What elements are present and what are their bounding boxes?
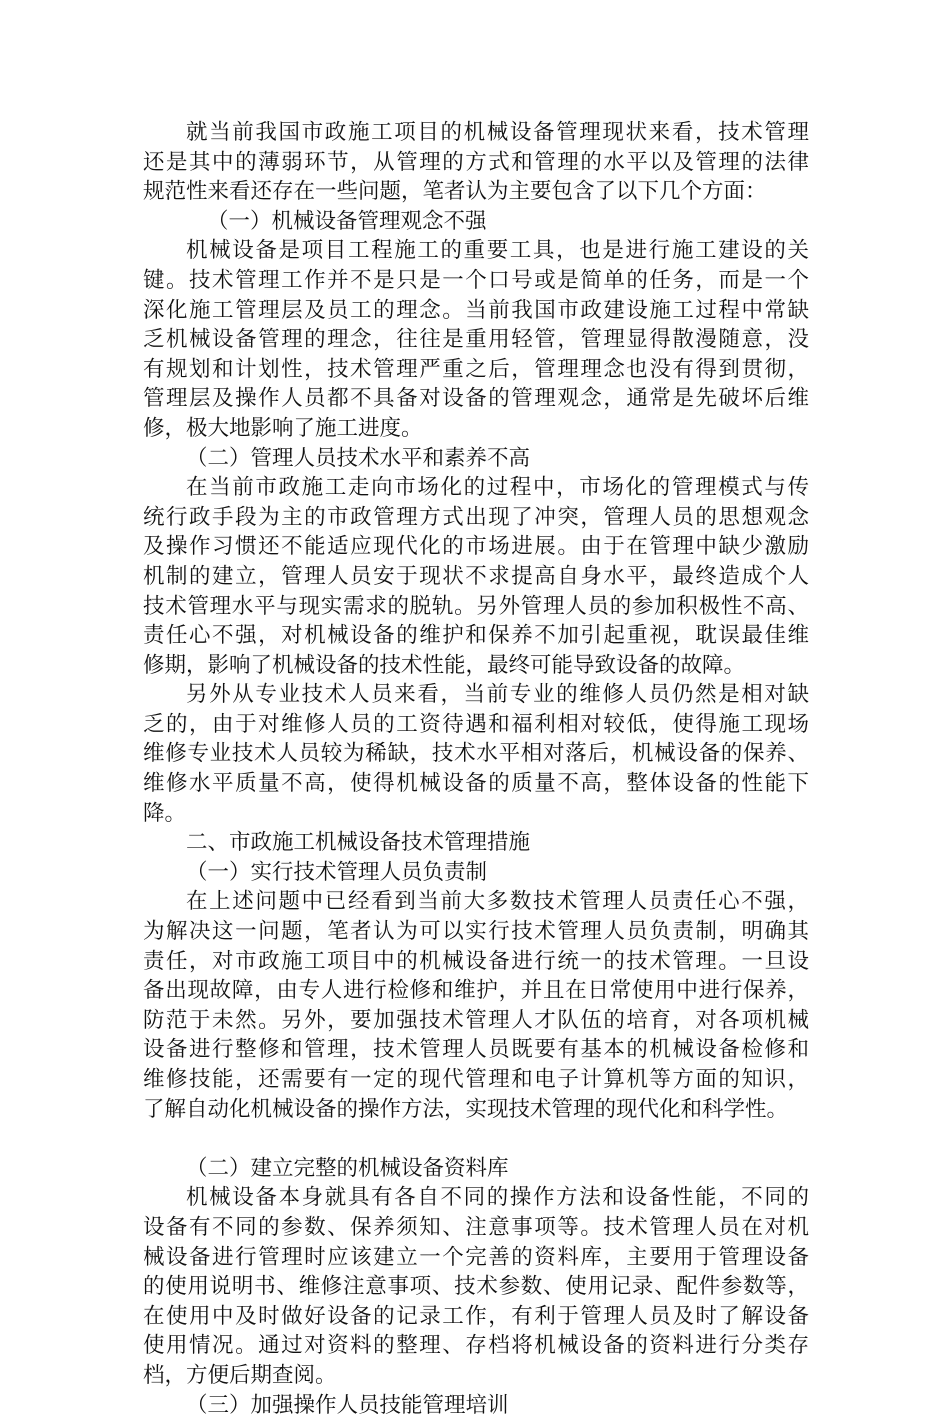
paragraph-line: 械设备进行管理时应该建立一个完善的资料库，主要用于管理设备 <box>143 1244 809 1270</box>
paragraph-line: 有规划和计划性，技术管理严重之后，管理理念也没有得到贯彻， <box>143 356 809 382</box>
paragraph-line: 修，极大地影响了施工进度。 <box>143 415 423 441</box>
paragraph-line: 键。技术管理工作并不是只是一个口号或是简单的任务，而是一个 <box>143 267 809 293</box>
paragraph <box>143 1183 809 1390</box>
paragraph-line: 维修专业技术人员较为稀缺，技术水平相对落后，机械设备的保养、 <box>143 741 809 767</box>
paragraph-line: 档，方便后期查阅。 <box>143 1362 337 1388</box>
paragraph-line: 降。 <box>143 800 187 826</box>
paragraph-line: 机械设备是项目工程施工的重要工具，也是进行施工建设的关 <box>186 238 809 264</box>
paragraph-line: 维修技能，还需要有一定的现代管理和电子计算机等方面的知识， <box>143 1067 809 1092</box>
paragraph-line: 设备进行整修和管理，技术管理人员既要有基本的机械设备检修和 <box>143 1037 809 1063</box>
section-heading: （三）加强操作人员技能管理培训 <box>186 1392 509 1418</box>
paragraph-line: 另外从专业技术人员来看，当前专业的维修人员仍然是相对缺 <box>186 682 809 708</box>
paragraph-line: 在当前市政施工走向市场化的过程中，市场化的管理模式与传 <box>186 475 809 501</box>
section-heading: （二）管理人员技术水平和素养不高 <box>186 445 531 471</box>
paragraph-line: 深化施工管理层及员工的理念。当前我国市政建设施工过程中常缺 <box>143 297 809 323</box>
paragraph <box>143 473 809 680</box>
paragraph-line: 在上述问题中已经看到当前大多数技术管理人员责任心不强， <box>186 889 809 915</box>
paragraph-line: 就当前我国市政施工项目的机械设备管理现状来看，技术管理 <box>186 120 809 145</box>
section-heading: （二）建立完整的机械设备资料库 <box>186 1155 509 1181</box>
paragraph-line: 在使用中及时做好设备的记录工作，有利于管理人员及时了解设备 <box>143 1303 809 1329</box>
paragraph-line: 使用情况。通过对资料的整理、存档将机械设备的资料进行分类存 <box>143 1333 809 1359</box>
paragraph-line: 机械设备本身就具有各自不同的操作方法和设备性能，不同的 <box>186 1185 809 1211</box>
paragraph <box>143 887 809 1124</box>
paragraph-line: 技术管理水平与现实需求的脱轨。另外管理人员的参加积极性不高、 <box>143 593 809 619</box>
paragraph-line: 责任心不强，对机械设备的维护和保养不加引起重视，耽误最佳维 <box>143 623 809 649</box>
paragraph-line: 防范于未然。另外，要加强技术管理人才队伍的培育，对各项机械 <box>143 1007 809 1033</box>
paragraph-line: 为解决这一问题，笔者认为可以实行技术管理人员负责制，明确其 <box>143 919 809 945</box>
paragraph <box>143 236 809 443</box>
blank-line <box>143 1124 809 1154</box>
section-heading: 二、市政施工机械设备技术管理措施 <box>186 830 531 856</box>
paragraph-line: 了解自动化机械设备的操作方法，实现技术管理的现代化和科学性。 <box>143 1096 789 1122</box>
paragraph-line: 设备有不同的参数、保养须知、注意事项等。技术管理人员在对机 <box>143 1214 809 1240</box>
paragraph-line: 还是其中的薄弱环节，从管理的方式和管理的水平以及管理的法律 <box>143 149 809 175</box>
paragraph-line: 备出现故障，由专人进行检修和维护，并且在日常使用中进行保养， <box>143 978 809 1004</box>
section-heading: （一）实行技术管理人员负责制 <box>186 859 488 885</box>
paragraph <box>143 118 809 207</box>
paragraph-line: 统行政手段为主的市政管理方式出现了冲突，管理人员的思想观念 <box>143 504 809 530</box>
paragraph-line: 机制的建立，管理人员安于现状不求提高自身水平，最终造成个人 <box>143 563 809 589</box>
paragraph-line: 乏的，由于对维修人员的工资待遇和福利相对较低，使得施工现场 <box>143 711 809 737</box>
paragraph-line: 乏机械设备管理的理念，往往是重用轻管，管理显得散漫随意，没 <box>143 327 809 353</box>
paragraph-line: 的使用说明书、维修注意事项、技术参数、使用记录、配件参数等， <box>143 1274 809 1300</box>
paragraph-line: 修期，影响了机械设备的技术性能，最终可能导致设备的故障。 <box>143 652 746 678</box>
paragraph-line: 维修水平质量不高，使得机械设备的质量不高，整体设备的性能下 <box>143 771 809 797</box>
paragraph-line: 管理层及操作人员都不具备对设备的管理观念，通常是先破坏后维 <box>143 386 809 412</box>
paragraph-line: 责任，对市政施工项目中的机械设备进行统一的技术管理。一旦设 <box>143 948 809 974</box>
document-body <box>143 118 809 1420</box>
paragraph <box>143 680 809 828</box>
paragraph-line: 规范性来看还存在一些问题，笔者认为主要包含了以下几个方面： <box>143 179 767 205</box>
section-heading: （一）机械设备管理观念不强 <box>207 208 487 234</box>
paragraph-line: 及操作习惯还不能适应现代化的市场进展。由于在管理中缺少激励 <box>143 534 809 560</box>
